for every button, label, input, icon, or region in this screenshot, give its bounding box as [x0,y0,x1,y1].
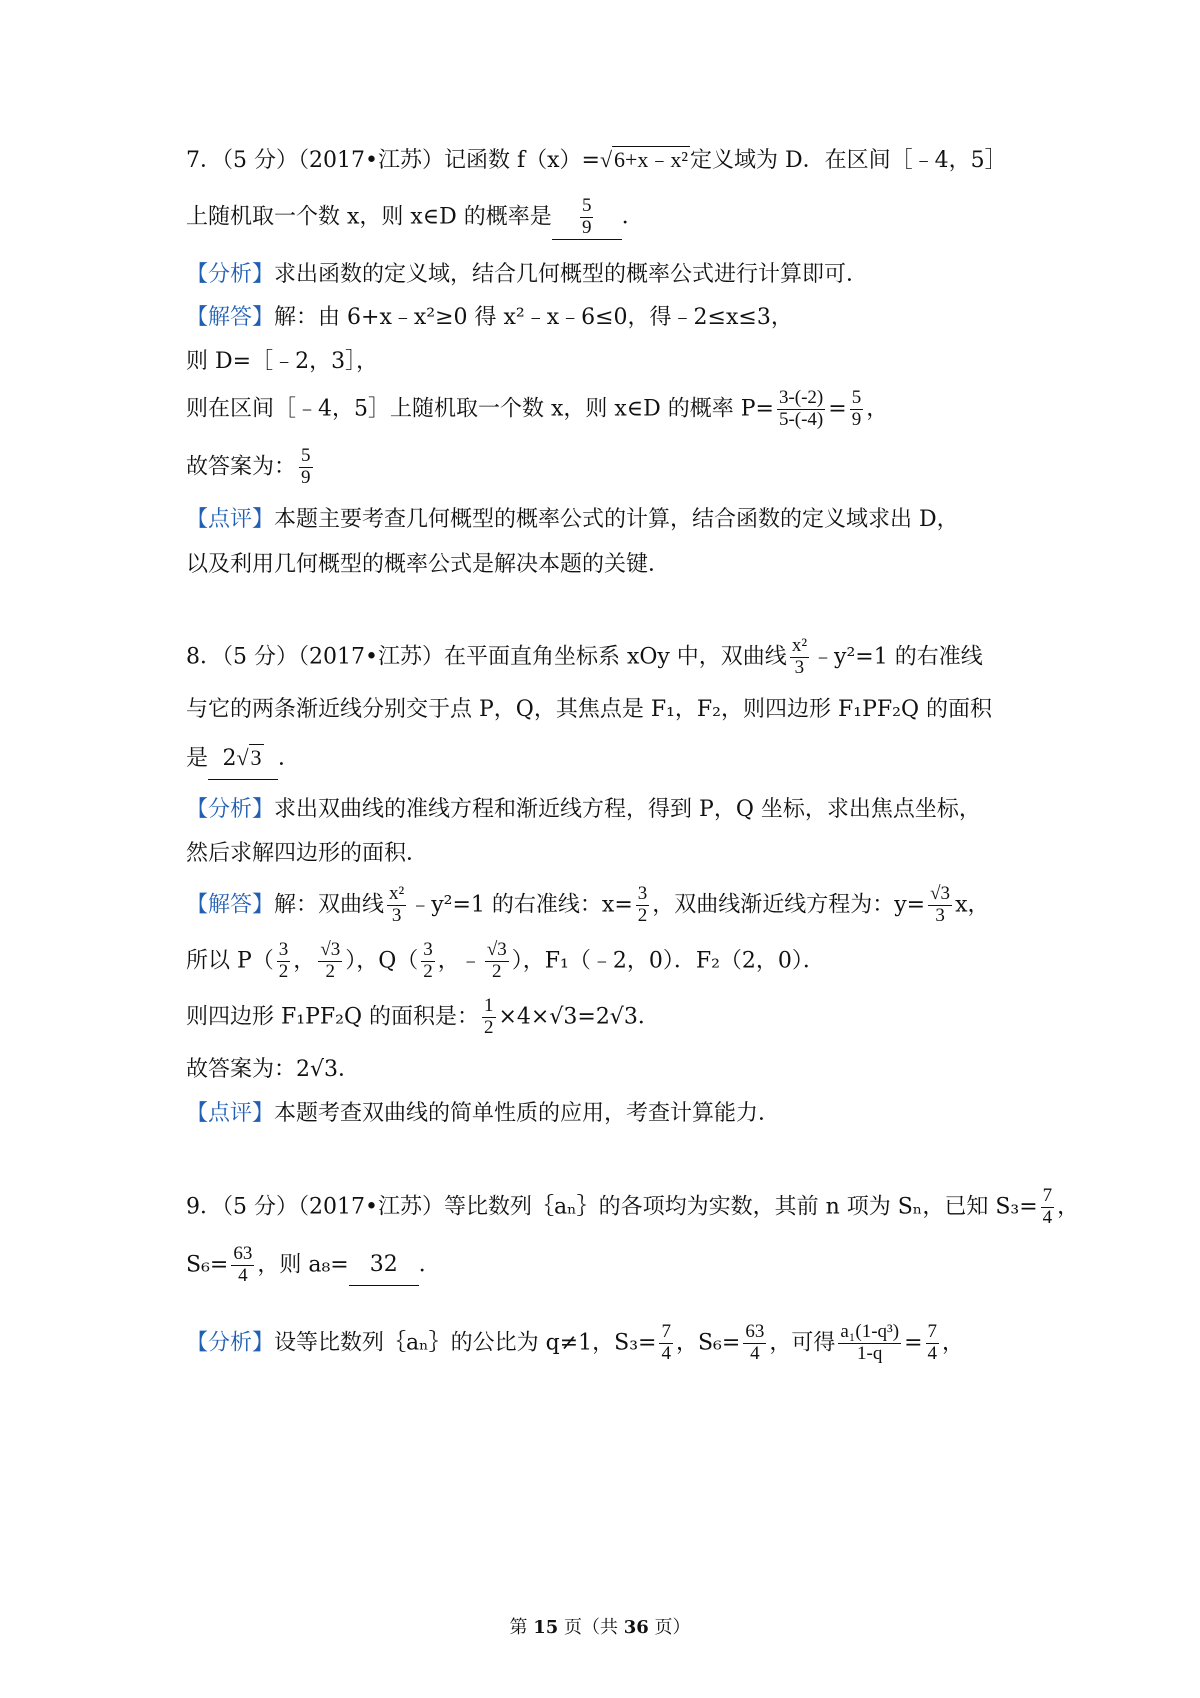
q7-solution-line1: 【解答】解：由 6+x﹣x²≥0 得 x²﹣x﹣6≤0，得﹣2≤x≤3， [186,305,793,330]
q7-comment-line2: 以及利用几何概型的概率公式是解决本题的关键． [186,552,671,577]
q7-analysis: 【分析】求出函数的定义域，结合几何概型的概率公式进行计算即可． [186,262,869,287]
fraction: $\frac{\text{x²}}{3}$ [791,635,808,678]
solution-tag: 【解答】 [186,892,275,918]
sqrt-expression: √6+x﹣x² [599,147,689,172]
q7-final-answer: 故答案为： $\frac{5}{9}$ [186,445,311,488]
q9-stem: 9．（5 分）（2017•江苏）等比数列｛aₙ｝的各项均为实数，其前 n 项为 Sₙ，已知 S₃= $\frac{7}{4}$ ， [186,1185,1080,1228]
q7-stem: 7．（5 分）（2017•江苏）记函数 f（x）=√6+x﹣x²定义域为 D．在区间［﹣4，5］ [186,140,1050,181]
analysis-tag: 【分析】 [186,797,275,822]
answer-blank: $\frac{5}{9}$ [552,196,622,240]
q8-stem-line2: 与它的两条渐近线分别交于点 P，Q，其焦点是 F₁，F₂，则四边形 F₁PF₂Q 的面积 [186,697,992,722]
q9-analysis: 【分析】设等比数列｛aₙ｝的公比为 q≠1，S₃= $\frac{7}{4}$ ，S₆= $\frac{63}{4}$ ，可得 $\frac{\text{a₁(1-q³)}}{1-q}$ = $\frac{7}{4}$ ， [186,1321,965,1364]
q8-analysis-line2: 然后求解四边形的面积． [186,841,429,866]
q8-analysis-line1: 【分析】求出双曲线的准线方程和渐近线方程，得到 P，Q 坐标，求出焦点坐标， [186,797,981,822]
q8-solution-line1: 【解答】解：双曲线 $\frac{\text{x²}}{3}$ ﹣y²=1 的右准线：x= $\frac{3}{2}$ ，双曲线渐近线方程为：y= $\frac{√3}{3}$ x， [186,883,990,926]
fraction: $\frac{5}{9}$ [851,387,862,430]
q8-comment: 【点评】本题考查双曲线的简单性质的应用，考查计算能力． [186,1101,781,1126]
q8-stem: 8．（5 分）（2017•江苏）在平面直角坐标系 xOy 中，双曲线 $\frac{\text{x²}}{3}$ ﹣y²=1 的右准线 [186,635,983,678]
q7-solution-line3: 则在区间［﹣4，5］上随机取一个数 x，则 x∈D 的概率 P= $\frac{3-(-2)}{5-(-4)}$ = $\frac{5}{9}$ ， [186,387,889,430]
comment-tag: 【点评】 [186,507,275,532]
q7-solution-line2: 则 D=［﹣2，3］， [186,349,379,374]
q8-final-answer: 故答案为：2√3． [186,1057,361,1082]
q7-stem-line2: 上随机取一个数 x，则 x∈D 的概率是 $\frac{5}{9}$ ． [186,195,644,238]
analysis-tag: 【分析】 [186,262,275,287]
page-number: 15 [533,1617,559,1638]
solution-tag: 【解答】 [186,305,275,330]
comment-tag: 【点评】 [186,1101,275,1126]
total-pages: 36 [623,1617,649,1638]
q8-solution-line2: 所以 P（ $\frac{3}{2}$ ， $\frac{√3}{2}$ ），Q（ $\frac{3}{2}$ ，﹣ $\frac{√3}{2}$ ），F₁（﹣2，0）．F₂（2，0）． [186,939,825,982]
analysis-tag: 【分析】 [186,1330,275,1356]
answer-blank: 2√3 [208,738,278,780]
q8-solution-line3: 则四边形 F₁PF₂Q 的面积是： $\frac{1}{2}$ ×4×√3=2√3． [186,995,660,1038]
q9-stem-line2: S₆= $\frac{63}{4}$ ，则 a₈= 32 ． [186,1243,441,1286]
page-footer: 第 15 页（共 36 页） [509,1617,691,1638]
answer-blank: 32 [349,1245,419,1286]
fraction: $\frac{5}{9}$ [301,445,311,488]
q8-stem-line3: 是 2√3 ． [186,738,1050,780]
fraction: $\frac{3-(-2)}{5-(-4)}$ [778,387,824,430]
q7-comment-line1: 【点评】本题主要考查几何概型的概率公式的计算，结合函数的定义域求出 D， [186,507,959,532]
